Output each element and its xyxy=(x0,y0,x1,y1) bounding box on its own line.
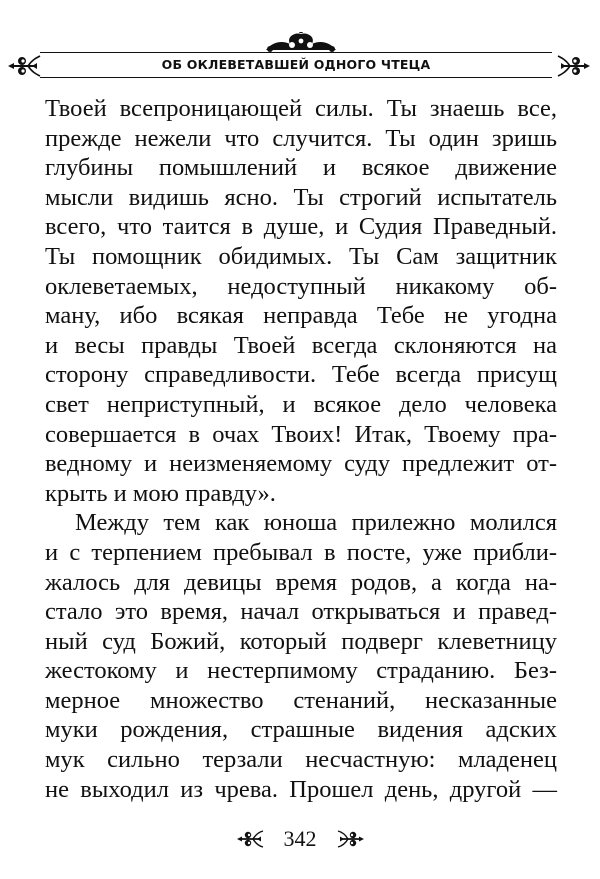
text-line: и весы правды Твоей всегда склоняются на xyxy=(45,331,557,359)
text-line: сторону справедливости. Тебе всегда присущ xyxy=(45,361,557,389)
text-line: Твоей всепроницающей силы. Ты знаешь все, xyxy=(45,95,557,122)
scroll-ornament-icon xyxy=(262,32,340,54)
text-line: ный суд Божий, который подверг клеветницу xyxy=(45,627,557,655)
text-line: мысли видишь ясно. Ты строгий испытатель xyxy=(45,183,557,211)
running-head xyxy=(0,28,600,90)
text-line: и с терпением пребывал в посте, уже прибли- xyxy=(45,538,557,566)
page-number: 342 xyxy=(283,826,317,851)
text-line: жестокому и нестерпимому страданию. Без- xyxy=(45,657,557,685)
text-line: ману, ибо всякая неправда Тебе не угодна xyxy=(45,302,557,330)
fleuron-left-icon xyxy=(6,54,44,78)
running-head-band xyxy=(40,52,552,78)
text-line: жалось для девицы время родов, а когда на- xyxy=(45,568,557,596)
text-line: совершается в очах Твоих! Итак, Твоему пра- xyxy=(45,420,557,448)
page-footer xyxy=(0,826,600,854)
text-line: Между тем как юноша прилежно молился xyxy=(75,509,557,537)
text-line: всего, что таится в душе, и Судия Праведный. xyxy=(45,213,557,241)
text-line: крыть и мою правду». xyxy=(45,479,276,507)
text-line: ведному и неизменяемому суду предлежит от- xyxy=(45,450,557,478)
text-line: оклеветаемых, недоступный никакому об- xyxy=(45,272,557,300)
text-line: не выходил из чрева. Прошел день, другой — xyxy=(45,775,557,803)
text-line: муки рождения, страшные видения адских xyxy=(45,716,557,744)
paragraph-2 xyxy=(45,508,557,804)
text-line: прежде нежели что случится. Ты один зришь xyxy=(45,124,557,152)
text-line: мук сильно терзали несчастную: младенец xyxy=(45,746,557,774)
running-head-title: ОБ ОКЛЕВЕТАВШЕЙ ОДНОГО ЧТЕЦА xyxy=(161,57,431,72)
text-line: глубины помышлений и всякое движение xyxy=(45,154,557,182)
text-line: свет неприступный, и всякое дело человека xyxy=(45,390,557,418)
text-line: стало это время, начал открываться и правед- xyxy=(45,598,557,626)
text-line: Ты помощник обидимых. Ты Сам защитник xyxy=(45,242,557,270)
fleuron-right-icon xyxy=(554,54,592,78)
text-line: мерное множество стенаний, несказанные xyxy=(45,686,557,714)
fleuron-right-icon xyxy=(335,829,365,849)
body-text xyxy=(45,94,557,804)
folio xyxy=(236,826,365,852)
fleuron-left-icon xyxy=(236,829,266,849)
paragraph-1 xyxy=(45,94,557,508)
